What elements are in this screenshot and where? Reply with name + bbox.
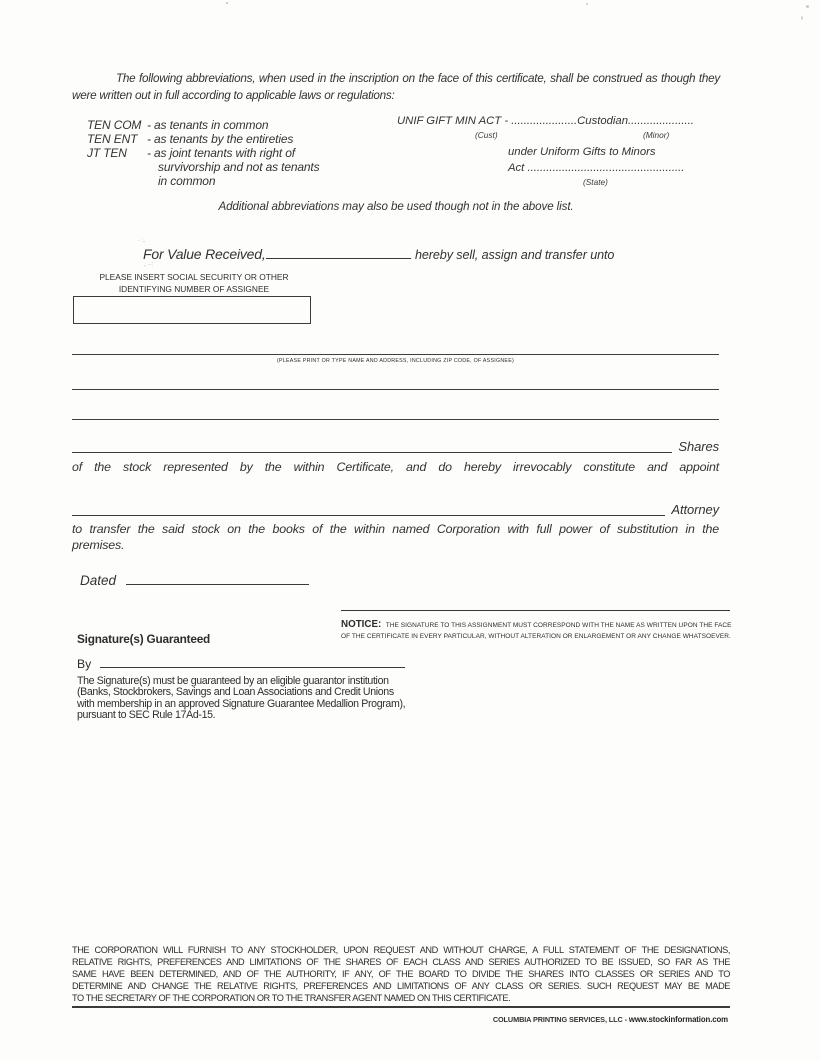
abbreviation-code: JT TEN: [87, 146, 127, 161]
by-signature-fill-line: [100, 655, 405, 668]
corporation-statement-line: SAME HAVE BEEN DETERMINED, AND OF THE AUTHORITY, IF ANY, OF THE BOARD TO DIVIDE THE SHARES INTO CLASSES OR SERIES AND TO: [72, 969, 730, 980]
scan-artifact: [801, 16, 803, 20]
dated-fill-line: [126, 571, 309, 585]
abbreviation-meaning-continued: survivorship and not as tenants: [158, 160, 320, 175]
assignor-fill-line: [266, 244, 411, 259]
notice-text-line2: OF THE CERTIFICATE IN EVERY PARTICULAR, WITHOUT ALTERATION OR ENLARGEMENT OR ANY CHANGE WHATSOEVER.: [341, 633, 731, 640]
scan-artifact: [226, 2, 228, 4]
guarantee-line: The Signature(s) must be guaranteed by an eligible guarantor institution: [77, 675, 389, 687]
shares-fill-line: [72, 439, 672, 453]
notice-title: NOTICE:: [341, 619, 382, 630]
abbreviation-meaning: - as joint tenants with right of: [147, 146, 295, 161]
assignee-name-fill-line: [72, 354, 719, 355]
corporation-statement: [72, 944, 730, 1004]
act-dotted-line: Act ..................................................: [508, 162, 685, 174]
attorney-clause-line1: to transfer the said stock on the books of the within named Corporation with full power of substitution in the: [72, 522, 719, 536]
for-value-received-label: For Value Received,: [143, 246, 266, 262]
guarantee-requirements: [77, 676, 422, 721]
corporation-statement-line: TO THE SECRETARY OF THE CORPORATION OR TO THE TRANSFER AGENT NAMED ON THIS CERTIFICATE.: [72, 993, 511, 1004]
abbreviation-row: [87, 118, 319, 132]
ssn-instruction-line1: PLEASE INSERT SOCIAL SECURITY OR OTHER: [99, 272, 289, 282]
guarantee-line: with membership in an approved Signature Guarantee Medallion Program),: [77, 697, 406, 710]
ssn-instruction-label: [80, 272, 308, 296]
corporation-statement-line: DETERMINE AND CHANGE THE RELATIVE RIGHTS, PREFERENCES AND LIMITATIONS OF ANY CLASS OR SERIES. SUCH REQUEST MAY BE MADE: [72, 981, 730, 992]
address-caption: (PLEASE PRINT OR TYPE NAME AND ADDRESS, INCLUDING ZIP CODE, OF ASSIGNEE): [277, 358, 514, 364]
abbreviation-meaning-continued: in common: [158, 174, 216, 189]
minor-label: (Minor): [643, 130, 670, 140]
guarantee-line: pursuant to SEC Rule 17Ad-15.: [77, 708, 216, 721]
assignee-address-fill-line: [72, 419, 719, 420]
shares-row: [72, 439, 719, 453]
scan-artifact: · :.: [138, 238, 145, 244]
printer-credit-name: COLUMBIA PRINTING SERVICES, LLC -: [492, 1015, 629, 1024]
dated-row: [80, 571, 309, 588]
abbreviation-row: [87, 146, 319, 160]
abbreviation-row: [87, 132, 319, 146]
value-received-row: [143, 244, 614, 264]
abbreviation-legend-left: [87, 118, 319, 188]
unif-gift-min-act-block: [397, 115, 694, 187]
abbreviation-code: TEN COM: [87, 118, 142, 132]
state-label: (State): [583, 177, 608, 187]
scan-artifact: [586, 3, 588, 5]
corporation-statement-line: THE CORPORATION WILL FURNISH TO ANY STOCKHOLDER, UPON REQUEST AND WITHOUT CHARGE, A FULL STATEMENT OF THE DESIGNATIONS,: [72, 945, 730, 955]
ssn-instruction-line2: IDENTIFYING NUMBER OF ASSIGNEE: [118, 283, 270, 294]
attorney-clause-line2: premises.: [72, 538, 125, 552]
attorney-row: [72, 502, 719, 516]
notice-block: [341, 610, 730, 640]
guarantee-line: (Banks, Stockbrokers, Savings and Loan Associations and Credit Unions: [77, 686, 394, 699]
footer-rule: [72, 1006, 730, 1008]
constitute-clause: of the stock represented by the within Certificate, and do hereby irrevocably constitute and appoint: [72, 460, 719, 474]
additional-abbreviations-note: Additional abbreviations may also be used though not in the above list.: [218, 200, 574, 213]
ssn-entry-box: [73, 296, 311, 324]
corporation-statement-line: RELATIVE RIGHTS, PREFERENCES AND LIMITATIONS OF THE SHARES OF EACH CLASS AND SERIES AUTHORIZED TO BE ISSUED, SO FAR AS THE: [72, 957, 730, 968]
notice-text-line1: THE SIGNATURE TO THIS ASSIGNMENT MUST CORRESPOND WITH THE NAME AS WRITTEN UPON THE FACE: [385, 622, 732, 629]
cust-label: (Cust): [475, 130, 498, 140]
scan-artifact: , ··:: [144, 262, 153, 268]
attorney-fill-line: [72, 502, 665, 516]
assignee-address-fill-line: [72, 389, 719, 390]
transfer-clause-label: hereby sell, assign and transfer unto: [414, 248, 615, 262]
signature-guaranteed-heading: Signature(s) Guaranteed: [77, 632, 211, 646]
abbreviation-code: TEN ENT: [87, 132, 138, 147]
under-uniform-gifts-line: under Uniform Gifts to Minors: [508, 146, 656, 158]
printer-credit: [72, 1009, 728, 1027]
notice-line1: [341, 614, 730, 632]
by-row: [77, 655, 405, 671]
abbreviations-intro-paragraph: The following abbreviations, when used in the inscription on the face of this certificate, shall be construed as though they were written out in full according to applicable laws or regulations:: [72, 72, 720, 103]
abbreviation-meaning: - as tenants by the entireties: [147, 132, 294, 147]
attorney-label: Attorney: [671, 502, 719, 517]
abbreviation-meaning: - as tenants in common: [147, 118, 269, 132]
scan-artifact: [806, 5, 809, 8]
dated-label: Dated: [80, 573, 117, 588]
notice-rule: [341, 610, 730, 611]
unif-gift-min-act-line: UNIF GIFT MIN ACT - .....................Custodian.....................: [397, 115, 694, 127]
by-label: By: [77, 657, 92, 671]
shares-label: Shares: [678, 439, 719, 454]
printer-credit-website: www.stockinformation.com: [628, 1015, 728, 1024]
